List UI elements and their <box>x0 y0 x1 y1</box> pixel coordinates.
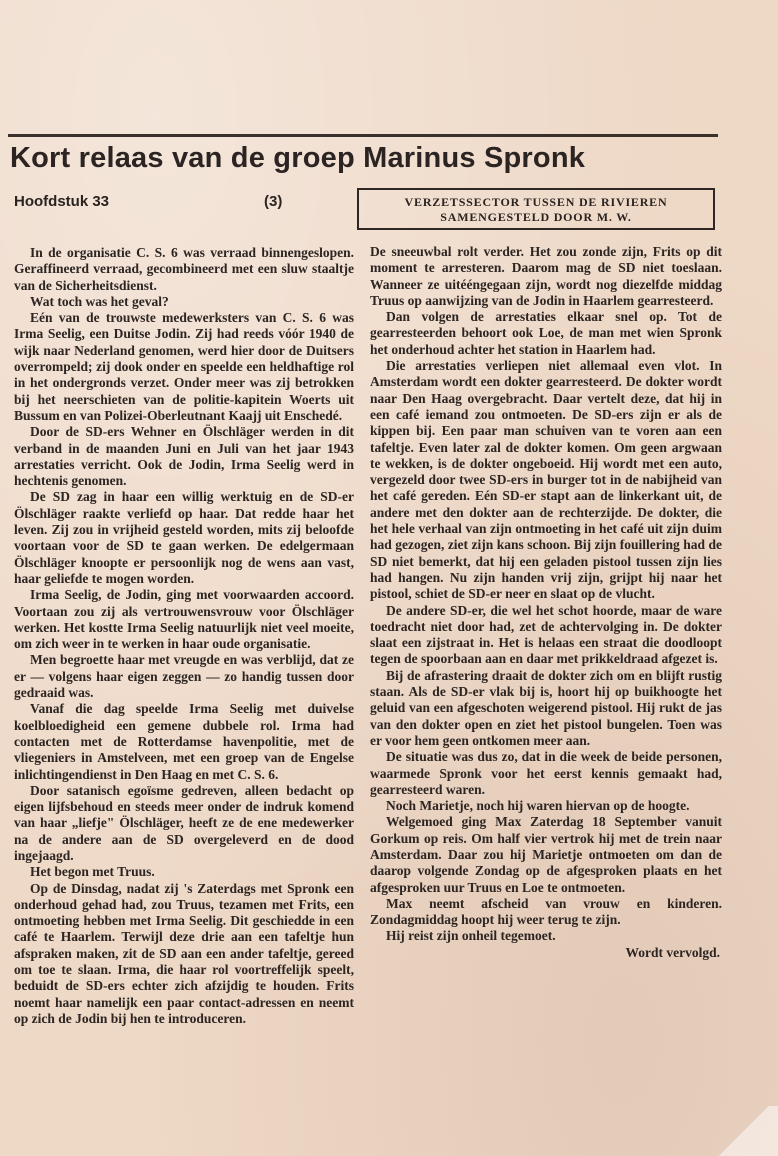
header-rule <box>8 134 718 137</box>
paragraph: Hij reist zijn onheil tegemoet. <box>386 928 556 944</box>
paragraph: Vanaf die dag speelde Irma Seelig met duivelse koelbloedigheid een gemene dubbele rol. Irma had contacten met de Rotterdamse havenpolitie, met de vliegeniers in Amstelveen, met een groep van de Engelse inlichtingendienst in Den Haag en met C. S. 6. <box>14 701 354 782</box>
paragraph: De andere SD-er, die wel het schot hoorde, maar de ware toedracht niet door had, zet de achtervolging in. De dokter slaat een zijstraat in. Het is helaas een straat die doodloopt tegen de spoorbaan aan en daar met prikkeldraad afgezet is. <box>370 602 722 667</box>
article-headline: Kort relaas van de groep Marinus Spronk <box>10 142 586 174</box>
paragraph: Dan volgen de arrestaties elkaar snel op. Tot de gearresteerden behoort ook Loe, de man met wien Spronk het onderhoud achter het station in Haarlem had. <box>370 309 722 357</box>
paragraph: Op de Dinsdag, nadat zij 's Zaterdags met Spronk een onderhoud gehad had, zou Truus, tezamen met Frits, een ontmoeting hebben met Irma Seelig. Dit geschiedde in een café te Haarlem. Terwijl deze drie aan een tafeltje hun afspraken maken, zit de SD aan een ander tafeltje, gereed om toe te slaan. Irma, die haar rol voortreffelijk speelt, beduidt de SD-ers echter zich afzijdig te houden. Frits noemt haar namelijk een paar contact-adressen en neemt op zich de Jodin bij hen te introduceren. <box>14 880 354 1026</box>
paragraph: Die arrestaties verliepen niet allemaal even vlot. In Amsterdam wordt een dokter gearresteerd. De dokter wordt naar Den Haag overgebracht. Daar vertelt deze, dat hij in een café iemand zou ontmoeten. De SD-ers zijn er als de kippen bij. Een paar man schuiven van te voren aan een tafeltje. Even later zal de dokter komen. Om geen argwaan te wekken, is de dokter ongeboeid. Hij wordt met een auto, vergezeld door twee SD-ers in burger tot in de nabijheid van het café gereden. Eén SD-er stapt aan de linkerkant uit, de andere met den dokter aan de rechterzijde. De dokter, die het hele verhaal van zijn ontmoeting in het café uit zijn duim had gezogen, ziet zijn kans schoon. Bij zijn fouillering had de SD niet bemerkt, dat hij een geladen pistool tussen zijn lies had hangen. Nu zijn handen vrij zijn, grijpt hij naar het pistool, schiet de SD-er neer en slaat op de vlucht. <box>370 358 722 602</box>
paragraph: Noch Marietje, noch hij waren hiervan op de hoogte. <box>386 798 690 814</box>
paragraph: Irma Seelig, de Jodin, ging met voorwaarden accoord. Voortaan zou zij als vertrouwensvrouw voor Ölschläger werken. Het kostte Irma Seelig natuurlijk niet veel moeite, om zich weer in te werken in haar oude organisatie. <box>14 587 354 652</box>
paragraph: Eén van de trouwste medewerksters van C. S. 6 was Irma Seelig, een Duitse Jodin. Zij had reeds vóór 1940 de wijk naar Nederland genomen, werd hier door de Duitsers overrompeld; zij dook onder en speelde een heldhaftige rol in het ondergronds verzet. Onder meer was zij betrokken bij het neerschieten van de politie-kapitein Woerts uit Bussum en van Polizei-Oberleutnant Kaajj uit Enschedé. <box>14 310 354 423</box>
paragraph: Door de SD-ers Wehner en Ölschläger werden in dit verband in de maanden Juni en Juli van het jaar 1943 arrestaties verricht. Ook de Jodin, Irma Seelig werd in hechtenis genomen. <box>14 424 354 489</box>
left-column <box>14 245 354 1027</box>
paragraph: Men begroette haar met vreugde en was verblijd, dat ze er — volgens haar eigen zeggen — zo handig tussen door gedraaid was. <box>14 652 354 701</box>
corner-fold <box>708 1106 778 1156</box>
sector-box <box>357 188 715 230</box>
paragraph: De SD zag in haar een willig werktuig en de SD-er Ölschläger raakte verliefd op haar. Dat redde haar het leven. Zij zou in vrijheid gesteld worden, mits zij beloofde voortaan voor de SD te gaan werken. De edelgermaan Ölschläger knoopte er persoonlijk nog de wens aan vast, haar geliefde te mogen worden. <box>14 489 354 586</box>
paragraph: De sneeuwbal rolt verder. Het zou zonde zijn, Frits op dit moment te arresteren. Daarom mag de SD niet toeslaan. Wanneer ze uitééngegaan zijn, wordt nog diezelfde middag Truus op aanwijzing van de Jodin in Haarlem gearresteerd. <box>370 244 722 308</box>
paragraph: Max neemt afscheid van vrouw en kinderen. Zondagmiddag hoopt hij weer terug te zijn. <box>370 895 722 928</box>
right-column <box>370 244 722 961</box>
sector-line-2: SAMENGESTELD DOOR M. W. <box>440 210 632 224</box>
paragraph: Door satanisch egoïsme gedreven, alleen bedacht op eigen lijfsbehoud en steeds meer onder de indruk komend van haar „liefje" Ölschläger, heeft ze de ene medewerker na de andere aan de SD overgeleverd en de dood ingejaagd. <box>14 782 354 863</box>
paragraph: In de organisatie C. S. 6 was verraad binnengeslopen. Geraffineerd verraad, gecombineerd met een sluw staaltje van de Sicherheitsdienst. <box>14 245 354 293</box>
paragraph: Bij de afrastering draait de dokter zich om en blijft rustig staan. Als de SD-er vlak bij is, hoort hij op buikhoogte het geluid van een afgeschoten weigerend pistool. Hij rukt de jas van den dokter open en ziet het pistool bungelen. Toen was er voor hem geen ontkomen meer aan. <box>370 667 722 748</box>
paragraph: De situatie was dus zo, dat in die week de beide personen, waarmede Spronk voor het eerst kennis gemaakt had, gearresteerd waren. <box>370 749 722 797</box>
chapter-label: Hoofdstuk 33 <box>14 193 110 210</box>
paragraph: Wat toch was het geval? <box>30 293 169 309</box>
sector-line-1: VERZETSSECTOR TUSSEN DE RIVIEREN <box>404 195 668 209</box>
paragraph: Welgemoed ging Max Zaterdag 18 September vanuit Gorkum op reis. Om half vier vertrok hij met de trein naar Amsterdam. Daar zou hij Marietje ontmoeten om dan de daarop volgende Zondag op de afgesproken plaats en het afgesproken uur Truus en Loe te ontmoeten. <box>370 814 722 895</box>
to-be-continued: Wordt vervolgd. <box>625 944 720 960</box>
paragraph: Het begon met Truus. <box>30 864 155 880</box>
part-number: (3) <box>264 193 283 210</box>
